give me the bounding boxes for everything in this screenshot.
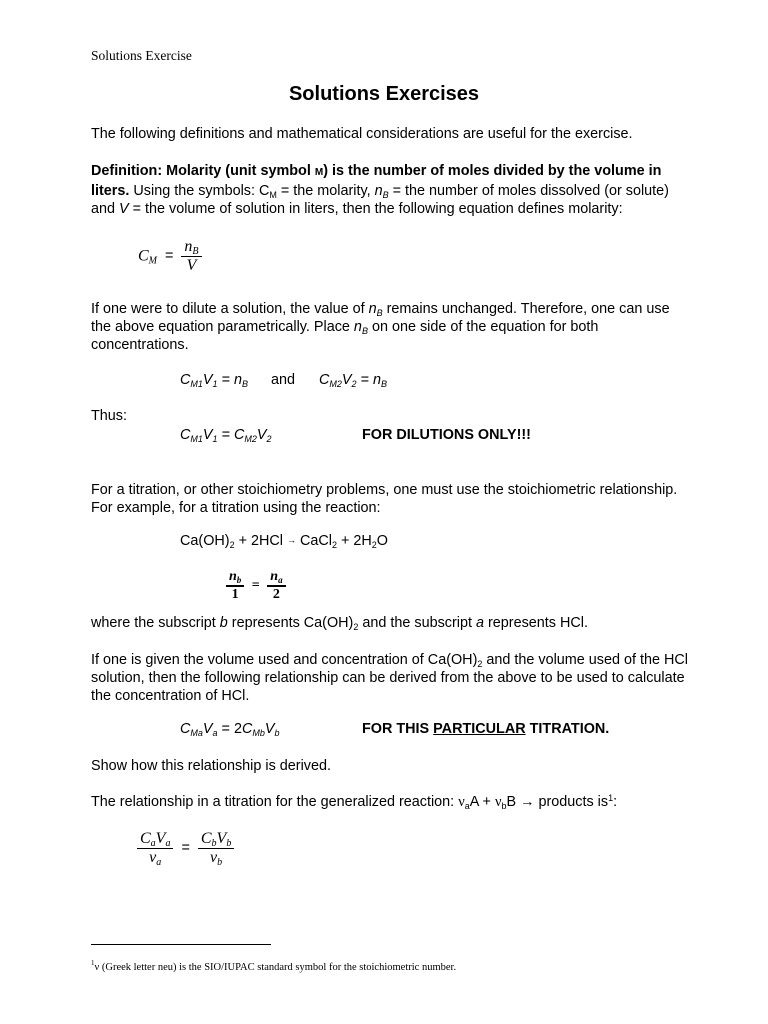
general-equals: = — [181, 840, 190, 857]
product-h2o-sub: 2 — [371, 540, 377, 550]
intro-paragraph: The following definitions and mathematical considerations are useful for the exercise. — [91, 126, 633, 142]
titration-eq-mid: = 2 — [217, 721, 242, 737]
subscript-a: a — [475, 615, 484, 631]
general-right-fraction — [198, 830, 234, 867]
definition-text-d: = the volume of solution in liters, then the following equation defines molarity: — [128, 201, 623, 217]
general-text-c: products is — [534, 794, 609, 810]
cb-symbol: C — [200, 830, 212, 847]
definition-lead-end: ) is the number of moles divided by the volume in liters. — [91, 163, 662, 199]
general-relation-paragraph — [91, 793, 741, 811]
ratio-left-num-sub: b — [236, 575, 242, 585]
footnote-ref: 1 — [608, 793, 614, 803]
definition-lead: Definition: Molarity (unit symbol — [91, 163, 315, 179]
general-left-fraction — [137, 830, 173, 867]
molarity-equation — [138, 238, 202, 275]
footnote-separator — [91, 944, 271, 945]
general-B: B — [506, 794, 521, 810]
general-arrow: → — [520, 794, 535, 810]
nu-a-symbol: ν — [149, 849, 157, 866]
subscript-text-f: represents HCl. — [483, 615, 588, 631]
dilution-text-a: If one were to dilute a solution, the value of — [91, 301, 369, 317]
va-sub: a — [165, 838, 171, 849]
product-sub: 2 — [331, 540, 337, 550]
dilution-text-b: remains unchanged. Therefore, one can use the above equation parametrically. Place — [91, 301, 670, 335]
eq1-equals: = — [165, 248, 174, 265]
thus-label: Thus: — [91, 408, 127, 424]
nb-subscript: B — [376, 308, 383, 318]
ratio-right-num: n — [270, 569, 279, 584]
given-text-b: and the volume used of the HCl solution, then the following relationship can be derived from the above to be used to calculate the concentration of HCl. — [91, 652, 688, 704]
particular-text-a: FOR THIS — [362, 721, 434, 737]
ratio-right-num-sub: a — [278, 575, 283, 585]
particular-titration-note — [362, 721, 609, 737]
product-h2o-end: O — [376, 533, 388, 549]
ratio-left-den: 1 — [231, 587, 239, 602]
footnote-mark: 1 — [91, 959, 95, 967]
eq1-lhs: C — [138, 247, 149, 265]
definition-paragraph — [91, 162, 691, 218]
ratio-left-num: n — [229, 569, 237, 584]
nb-subscript: B — [361, 326, 368, 336]
dilution-combined-equation: $C_{M1}V_1 = C_{M2}V_2$ — [180, 427, 272, 444]
general-text-a: The relationship in a titration for the generalized reaction: — [91, 794, 459, 810]
subscript-text-a: where the subscript — [91, 615, 220, 631]
dilution-text-c: on one side of the equation for both concentrations. — [91, 319, 599, 353]
show-derived-prompt: Show how this relationship is derived. — [91, 758, 331, 774]
nu-b-sub: b — [501, 801, 507, 811]
ratio-right-den: 2 — [272, 587, 280, 602]
nb-subscript: B — [382, 190, 389, 200]
definition-text-b: = the molarity, — [276, 183, 375, 199]
given-paragraph — [91, 651, 691, 705]
definition-text-c: = the number of moles dissolved (or solute) and — [91, 183, 669, 217]
nb-symbol: n — [374, 183, 383, 199]
stoichiometric-ratio — [226, 569, 286, 603]
nu-a-sub: a — [156, 857, 162, 868]
given-sub: 2 — [477, 659, 483, 669]
dilutions-only-note: FOR DILUTIONS ONLY!!! — [362, 427, 531, 443]
given-text-a: If one is given the volume used and concentration of Ca(OH) — [91, 652, 478, 668]
reaction-arrow: → — [286, 535, 296, 545]
titration-equation: $C_{Ma}V_a = 2C_{Mb}V_b$ — [180, 721, 280, 738]
definition-text-a: Using the symbols: C — [129, 183, 270, 199]
general-text-d: : — [613, 794, 618, 810]
subscript-text-d: and the subscript — [358, 615, 476, 631]
general-titration-equation — [137, 830, 234, 867]
eq1-fraction — [181, 238, 201, 275]
particular-text-b: TITRATION. — [525, 721, 610, 737]
eq1-lhs-sub: M — [148, 255, 158, 267]
ca-sub: a — [150, 838, 156, 849]
subscript-caoh2-sub: 2 — [353, 622, 359, 632]
cm-subscript: M — [269, 190, 277, 200]
footnote-text: ν (Greek letter neu) is the SIO/IUPAC standard symbol for the stoichiometric number. — [94, 962, 457, 973]
ratio-left — [226, 569, 244, 603]
eq1-num: n — [184, 238, 193, 255]
nu-symbol: ν — [494, 794, 502, 810]
and-word: and — [271, 372, 296, 388]
v-symbol: V — [119, 201, 129, 217]
subscript-text-c: represents Ca(OH) — [227, 615, 354, 631]
nu-b-sub: b — [217, 857, 223, 868]
reactant-sub: 2 — [229, 540, 235, 550]
ratio-equals: = — [251, 578, 260, 594]
product-h2o: + 2H — [336, 533, 372, 549]
running-header: Solutions Exercise — [91, 48, 192, 63]
vb-symbol: V — [216, 830, 227, 847]
ca-symbol: C — [140, 830, 151, 847]
dilution-paragraph — [91, 300, 691, 354]
subscript-paragraph — [91, 614, 691, 632]
dilution-equations: $C_{M1}V_1 = n_B$ and $C_{M2}V_2 = n_B$ — [180, 372, 387, 389]
eq1-den: V — [186, 257, 197, 274]
particular-underlined: PARTICULAR — [433, 721, 526, 737]
molarity-unit: M — [314, 167, 324, 178]
eq1-num-sub: B — [192, 246, 199, 257]
nb-symbol: n — [353, 319, 362, 335]
footnote — [91, 959, 457, 973]
subscript-b: b — [219, 615, 228, 631]
nb-symbol: n — [368, 301, 377, 317]
nu-symbol: ν — [458, 794, 465, 810]
nu-a-sub: a — [464, 801, 470, 811]
titration-paragraph: For a titration, or other stoichiometry problems, one must use the stoichiometric relationship. For example, for a titration using the reaction: — [91, 482, 678, 516]
reactant-caoh2: Ca(OH) — [180, 533, 230, 549]
general-A: A + — [469, 794, 495, 810]
reaction-equation — [180, 533, 388, 549]
reactant-hcl: + 2HCl — [234, 533, 287, 549]
va-symbol: V — [155, 830, 166, 847]
nu-b-symbol: ν — [210, 849, 218, 866]
page-title: Solutions Exercises — [288, 83, 480, 105]
cb-sub: b — [211, 838, 217, 849]
ratio-right — [267, 569, 285, 603]
product-cacl2: CaCl — [295, 533, 332, 549]
vb-sub: b — [226, 838, 232, 849]
